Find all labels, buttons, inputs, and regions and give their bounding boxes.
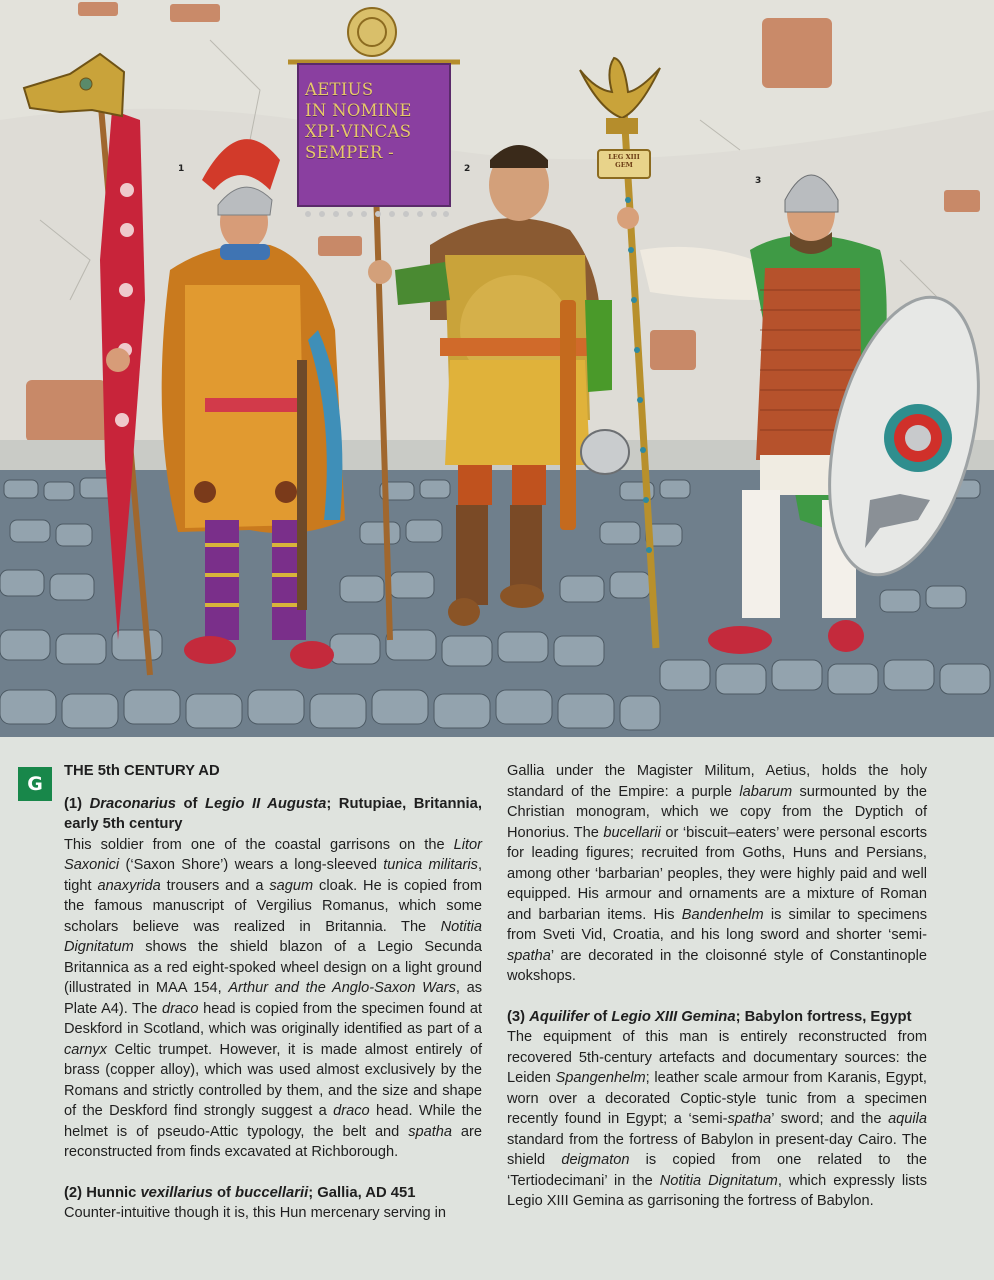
entry-1-heading: (1) Draconarius of Legio II Augusta; Rutupiae, Britannia, early 5th century [64,795,482,832]
entry-2-heading: (2) Hunnic vexillarius of buccellarii; Gallia, AD 451 [64,1184,416,1201]
aquila-plaque [599,153,649,169]
labarum-inscription [305,79,449,163]
labarum-line: AETIUS [305,80,374,99]
figure-number-3: 3 [755,176,762,186]
figure-number-1: 1 [178,164,185,174]
labarum-line: XPI·VINCAS [305,122,412,141]
plate-letter-badge: G [18,767,52,801]
entry-2-body-continued: Gallia under the Magister Militum, Aetius, holds the holy standard of the Empire: a purple labarum surmounted by the Christian monogram, which we copy from the Dyptich of Honorius. The bucellarii or ‘biscuit–eaters’ were personal escorts for leading figures; recruited from Goths, Huns and Persians, among other ‘barbarian’ peoples, they were highly paid and well equipped. His armour and ornaments are a mixture of Roman and barbarian items. His Bandenhelm is similar to specimens from Sveti Vid, Croatia, and his long sword and shorter ‘semi-spatha’ are decorated in the cloisonné style of Constantinople wokshops. [507,763,927,984]
section-title: THE 5th CENTURY AD [64,763,220,779]
labarum-line: SEMPER - [305,143,395,162]
right-column [507,761,927,1212]
labarum-line: IN NOMINE [305,101,412,120]
figure-number-2: 2 [464,164,471,174]
entry-1-body: This soldier from one of the coastal garrisons on the Litor Saxonici (‘Saxon Shore’) wears a long-sleeved tunica militaris, tight anaxyrida trousers and a sagum cloak. He is copied from the famous manuscript of Vergilius Romanus, which some scholars believe was realized in Britannia. The Notitia Dignitatum shows the shield blazon of a Legio Secunda Britannica as a red eight-spoked wheel design on a light ground (illustrated in MAA 154, Arthur and the Anglo-Saxon Wars, as Plate A4). The draco head is copied from the specimen found at Deskford in Scotland, which was originally identified as part of a carnyx Celtic trumpet. However, it is made almost entirely of brass (copper alloy), which was used almost exclusively by the Romans and strictly controlled by them, and the size and shape of the Deskford find strongly suggest a draco head. While the helmet is of pseudo-Attic typology, the belt and spatha are reconstructed from finds excavated at Richborough. [64,836,483,1160]
entry-3-body: The equipment of this man is entirely reconstructed from recovered 5th-century artefacts and documentary sources: the Leiden Spangenhelm; leather scale armour from Karanis, Egypt, worn over a decorated Coptic-style tunic from a specimen recently found in Egypt; a ‘semi-spatha’ sword; and the aquila standard from the fortress of Babylon in present-day Cairo. The shield deigmaton is copied from one related to the ‘Tertiodecimani’ in the Notitia Dignitatum, which expressly lists Legio XIII Gemina as garrisoning the fortress of Babylon. [507,1029,928,1209]
plaque-line: LEG XIII [608,153,640,161]
entry-2-body-start: Counter-intuitive though it is, this Hun mercenary serving in [64,1205,447,1221]
plaque-line: GEM [615,161,633,169]
left-column [64,761,482,1224]
entry-3-heading: (3) Aquilifer of Legio XIII Gemina; Babylon fortress, Egypt [507,1008,912,1025]
